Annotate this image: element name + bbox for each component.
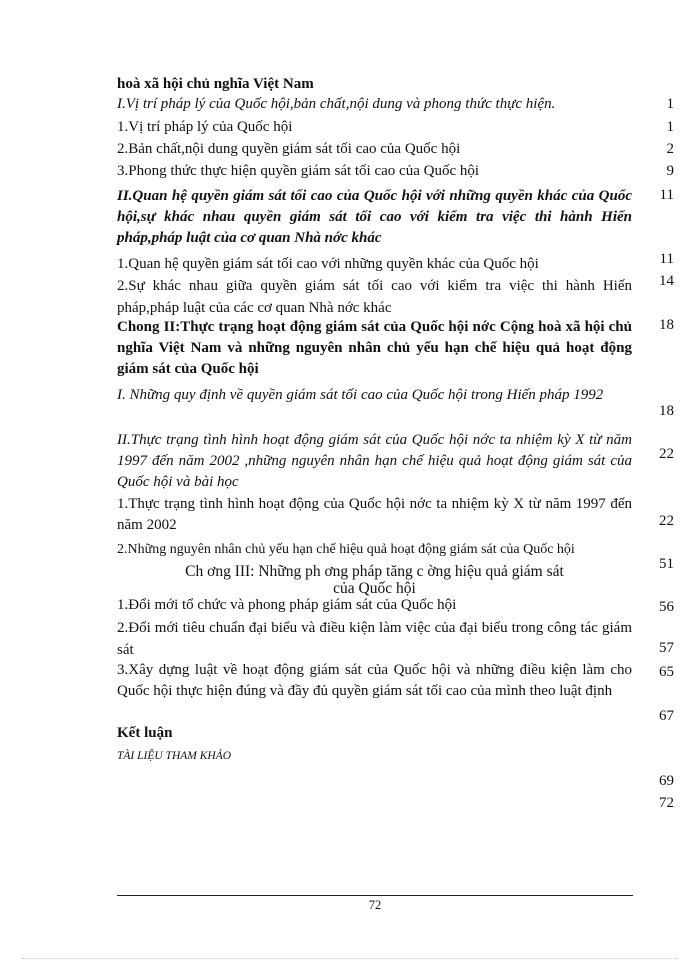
toc-entry-3-1: 1.Đổi mới tổ chức và phong pháp giám sát của Quốc hội — [117, 597, 457, 613]
toc-entry-1-1: 1.Vị trí pháp lý của Quốc hội — [117, 119, 293, 135]
toc-entry-chapter-2-2-2: 2.Những nguyên nhân chủ yếu hạn chế hiệu quả hoạt động giám sát của Quốc hội — [117, 542, 575, 557]
toc-page-3-3: 65 — [659, 664, 674, 680]
toc-entry-1-2: 2.Bản chất,nội dung quyền giám sát tối cao của Quốc hội — [117, 141, 461, 157]
toc-page-3-2: 57 — [659, 640, 674, 656]
toc-page-chapter-2: 18 — [659, 317, 674, 333]
toc-entry-section-1: I.Vị trí pháp lý của Quốc hội,bản chất,nội dung và phong thức thực hiện. — [117, 96, 556, 112]
toc-page-section-1: 1 — [666, 96, 674, 112]
toc-entry-3-3: 3.Xây dựng luật về hoạt động giám sát của Quốc hội và những điều kiện làm cho Quốc hội thực hiện đúng và đầy đủ quyền giám sát tối cao của mình theo luật định — [117, 662, 632, 699]
toc-page-1-3: 9 — [666, 163, 674, 179]
footer-rule — [117, 895, 633, 896]
toc-page-references: 72 — [659, 795, 674, 811]
page-bottom-divider — [22, 958, 678, 959]
toc-page-1-1: 1 — [666, 119, 674, 135]
toc-heading-continued: hoà xã hội chủ nghĩa Việt Nam — [117, 76, 314, 92]
toc-page-2-2: 14 — [659, 273, 674, 289]
toc-entry-chapter-2: Chong II:Thực trạng hoạt động giám sát của Quốc hội nớc Cộng hoà xã hội chủ nghĩa Việt Nam và những nguyên nhân chủ yếu hạn chế hiệu quả hoạt động giám sát của Quốc hội — [117, 319, 632, 377]
toc-entry-section-2: II.Quan hệ quyền giám sát tối cao của Quốc hội với những quyền khác của Quốc hội,sự khác nhau quyền giám sát tối cao với kiểm tra việc thi hành Hiến pháp,pháp luật của cơ quan Nhà nớc khác — [117, 188, 632, 246]
toc-entry-references: TÀI LIỆU THAM KHẢO — [117, 750, 232, 762]
toc-entry-3-2: 2.Đổi mới tiêu chuẩn đại biểu và điều kiện làm việc của đại biểu trong công tác giám sát — [117, 620, 632, 658]
footer-page-number: 72 — [368, 898, 382, 912]
toc-entry-conclusion: Kết luận — [117, 725, 173, 741]
toc-page-3-1: 56 — [659, 599, 674, 615]
toc-entry-2-2: 2.Sự khác nhau giữa quyền giám sát tối cao với kiểm tra việc thi hành Hiến pháp,pháp luật của các cơ quan Nhà nớc khác — [117, 278, 632, 316]
toc-page-chapter-2-2-1: 22 — [659, 513, 674, 529]
toc-page-3-3-continued: 67 — [659, 708, 674, 724]
toc-page-chapter-2-2-2: 51 — [659, 556, 674, 572]
toc-page-2-1: 11 — [659, 251, 674, 267]
toc-chapter-3-title-line-2: của Quốc hội — [333, 580, 416, 597]
toc-chapter-3-title-line-1: Ch ơng III: Những ph ơng pháp tăng c ờng hiệu quả giám sát — [185, 563, 564, 580]
toc-page-chapter-2-section-2: 22 — [659, 446, 674, 462]
toc-page-section-2: 11 — [659, 187, 674, 203]
toc-entry-chapter-2-2-1: 1.Thực trạng tình hình hoạt động của Quốc hội nớc ta nhiệm kỳ X từ năm 1997 đến năm 2002 — [117, 496, 632, 533]
toc-page-1-2: 2 — [666, 141, 674, 157]
toc-entry-chapter-2-section-2: II.Thực trạng tình hình hoạt động giám sát của Quốc hội nớc ta nhiệm kỳ X từ năm 1997 đến năm 2002 ,những nguyên nhân hạn chế hiệu quả hoạt động giám sát của Quốc hội và bài học — [117, 432, 632, 490]
toc-entry-chapter-2-section-1: I. Những quy định về quyền giám sát tối cao của Quốc hội trong Hiến pháp 1992 — [117, 387, 604, 403]
toc-page-conclusion: 69 — [659, 773, 674, 789]
toc-entry-1-3: 3.Phong thức thực hiện quyền giám sát tối cao của Quốc hội — [117, 163, 480, 179]
toc-page-chapter-2-section-1: 18 — [659, 403, 674, 419]
toc-entry-2-1: 1.Quan hệ quyền giám sát tối cao với những quyền khác của Quốc hội — [117, 256, 539, 272]
